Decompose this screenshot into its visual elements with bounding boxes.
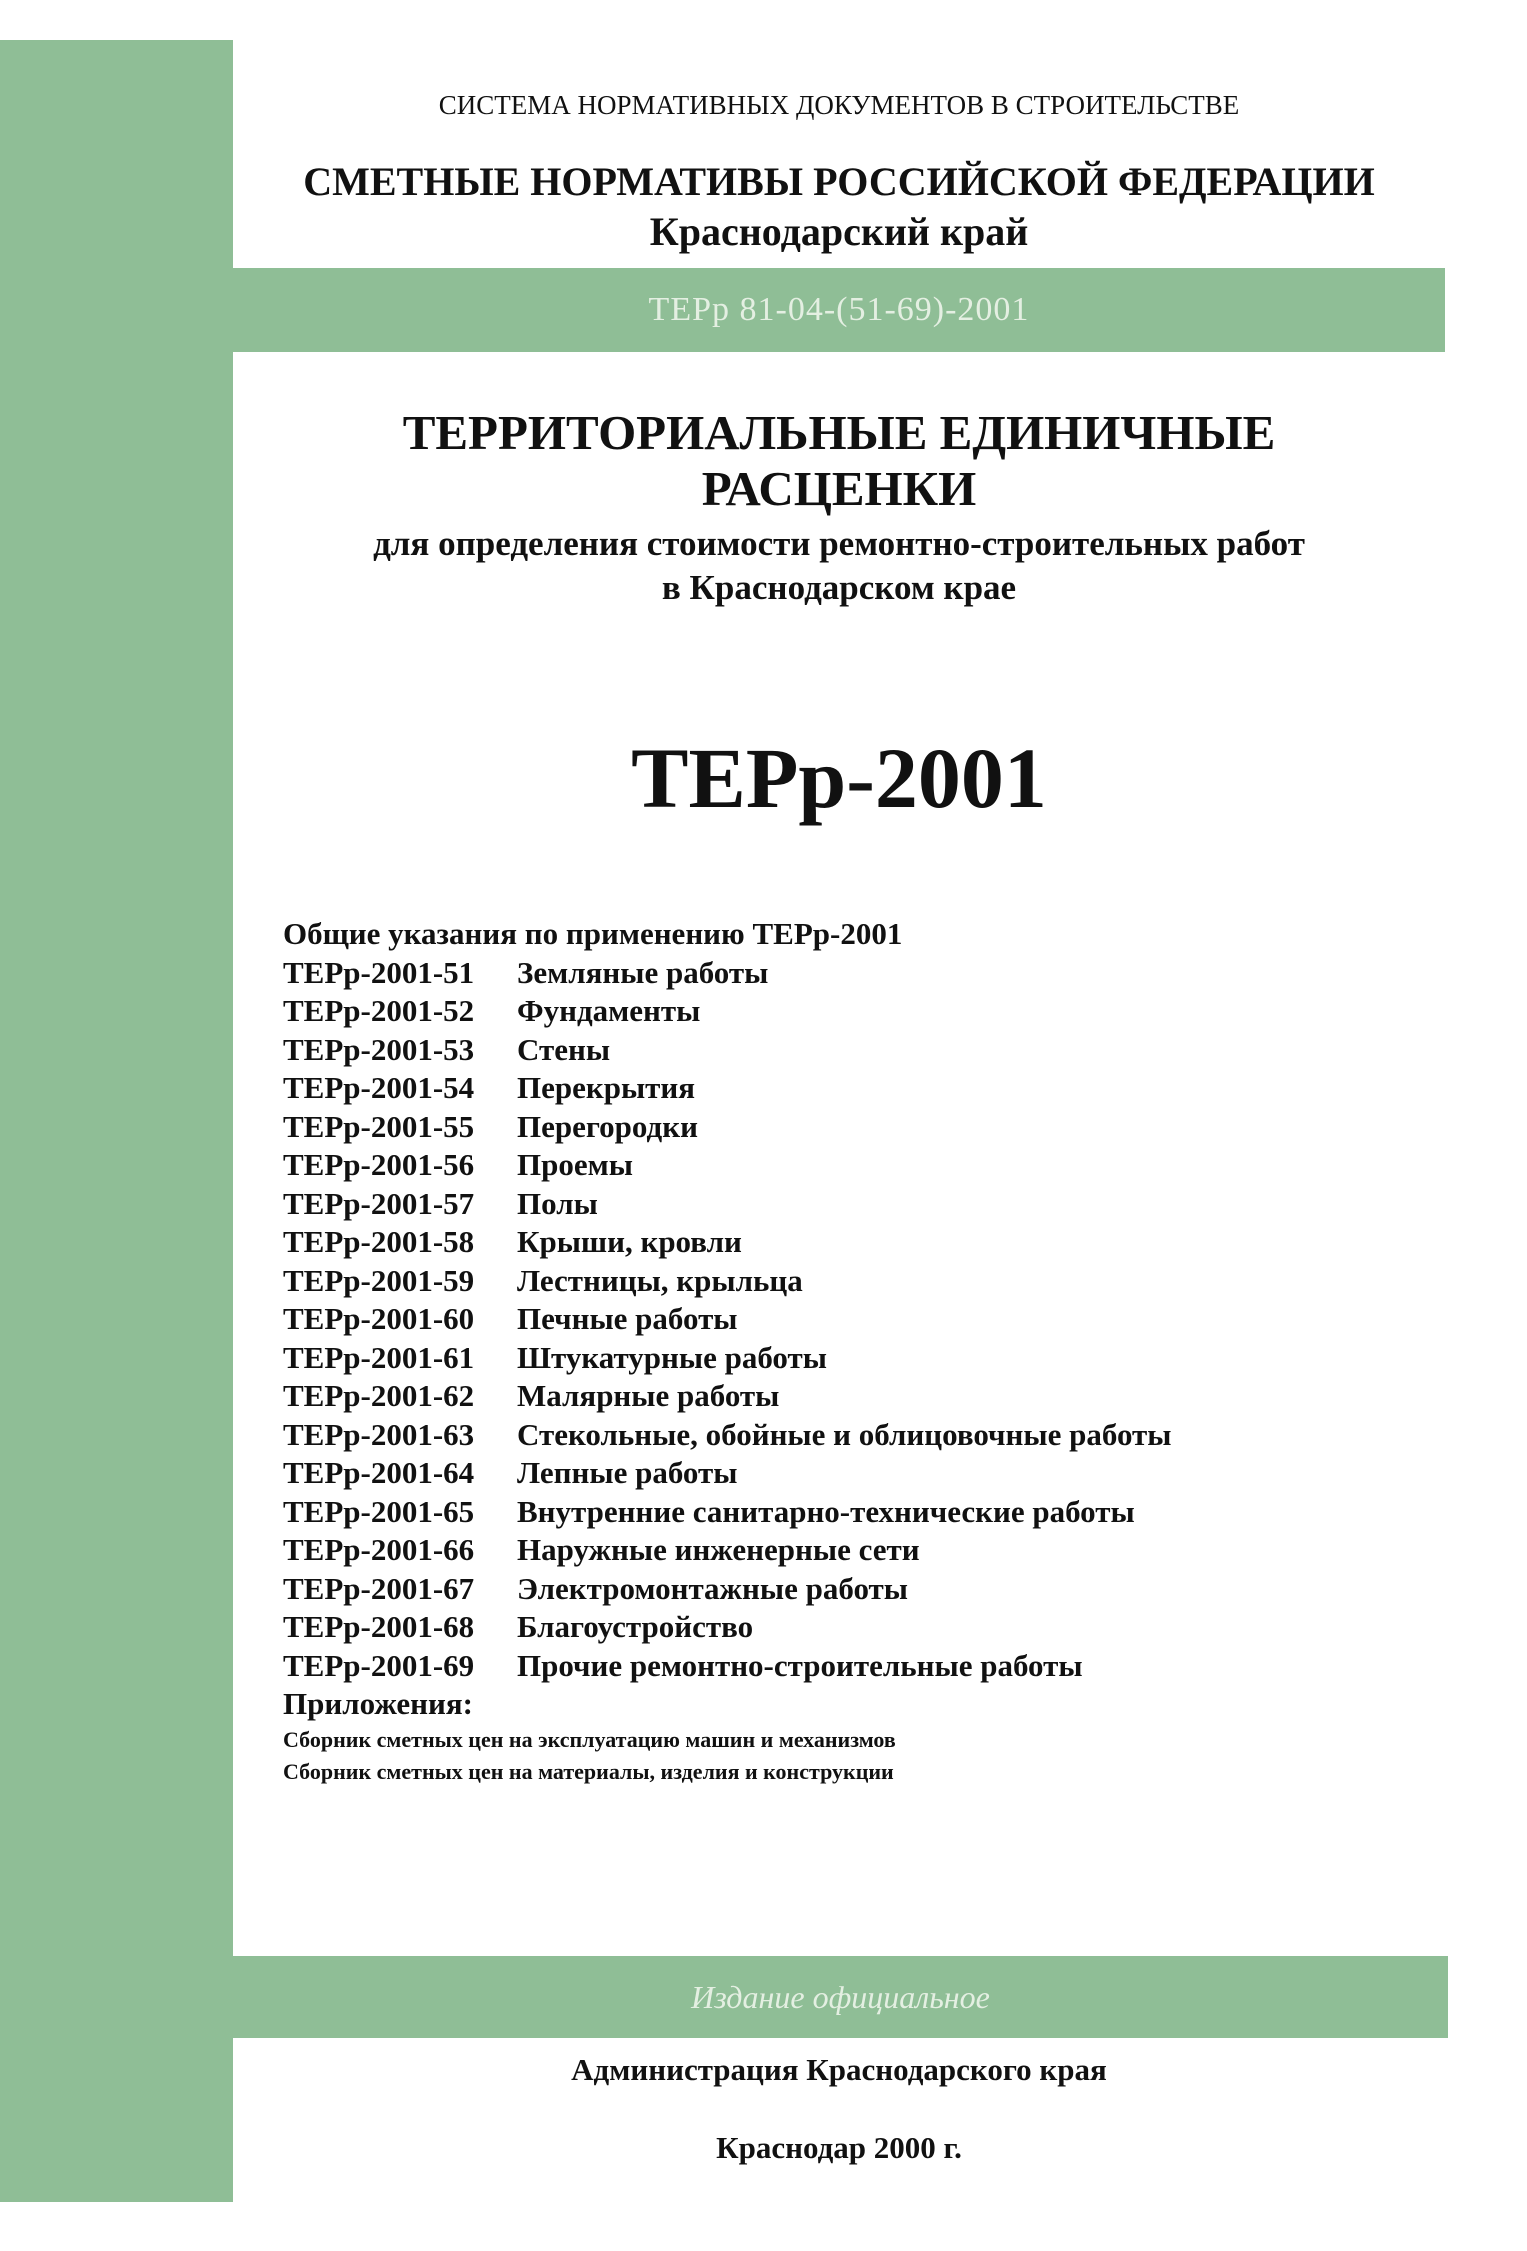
contents-item-title: Прочие ремонтно-строительные работы — [517, 1647, 1083, 1683]
contents-item-title: Перекрытия — [517, 1070, 696, 1105]
contents-item-code: ТЕРр-2001-61 — [283, 1339, 475, 1375]
contents-item-code: ТЕРр-2001-69 — [283, 1647, 475, 1683]
contents-item-code: ТЕРр-2001-64 — [283, 1455, 475, 1490]
system-title: СИСТЕМА НОРМАТИВНЫХ ДОКУМЕНТОВ В СТРОИТЕЛЬСТВЕ — [438, 90, 1240, 120]
official-edition-label: Издание официальное — [691, 1978, 990, 2015]
contents-item-title: Крыши, кровли — [517, 1224, 742, 1259]
contents-item-title: Лепные работы — [517, 1455, 738, 1490]
contents-item-title: Земляные работы — [517, 954, 769, 990]
main-title-line-2: РАСЦЕНКИ — [701, 461, 977, 516]
city-year: Краснодар 2000 г. — [716, 2130, 962, 2165]
contents-item-code: ТЕРр-2001-52 — [283, 993, 475, 1028]
document-code-band — [233, 268, 1445, 352]
contents-item — [283, 992, 1403, 1031]
contents-item — [283, 1185, 1403, 1224]
contents-item — [283, 1377, 1403, 1416]
contents-general: Общие указания по применению ТЕРр-2001 — [283, 916, 903, 951]
contents-item — [283, 1570, 1403, 1609]
contents-item-code: ТЕРр-2001-57 — [283, 1185, 475, 1221]
contents-item-title: Стекольные, обойные и облицовочные работы — [517, 1416, 1172, 1452]
contents-item-title: Лестницы, крыльца — [517, 1262, 803, 1298]
contents-item-code: ТЕРр-2001-51 — [283, 954, 475, 990]
contents-item-title: Фундаменты — [517, 993, 701, 1028]
contents-item — [283, 1416, 1403, 1455]
annex-item: Сборник сметных цен на эксплуатацию машин и механизмов — [283, 1726, 896, 1752]
big-document-code: ТЕРр-2001 — [631, 730, 1047, 826]
document-code: ТЕРр 81-04-(51-69)-2001 — [648, 291, 1030, 328]
contents-item-code: ТЕРр-2001-68 — [283, 1609, 475, 1644]
contents-item-title: Наружные инженерные сети — [517, 1532, 920, 1567]
annex-item: Сборник сметных цен на материалы, изделия и конструкции — [283, 1758, 894, 1784]
contents-item — [283, 1262, 1403, 1301]
contents-items — [283, 954, 1403, 1686]
contents-item-code: ТЕРр-2001-59 — [283, 1262, 475, 1298]
contents-item — [283, 1223, 1403, 1262]
contents-item-code: ТЕРр-2001-65 — [283, 1493, 475, 1529]
norms-title: СМЕТНЫЕ НОРМАТИВЫ РОССИЙСКОЙ ФЕДЕРАЦИИ — [303, 159, 1375, 204]
contents-item — [283, 1647, 1403, 1686]
contents-item-title: Перегородки — [517, 1108, 698, 1144]
annex-heading: Приложения: — [283, 1686, 473, 1721]
contents-item-code: ТЕРр-2001-66 — [283, 1532, 475, 1567]
left-green-bar — [0, 40, 233, 2202]
table-of-contents — [283, 915, 1403, 1788]
contents-item-code: ТЕРр-2001-63 — [283, 1416, 475, 1452]
contents-item-title: Печные работы — [517, 1301, 738, 1336]
contents-item — [283, 1454, 1403, 1493]
contents-item-title: Малярные работы — [517, 1378, 780, 1413]
contents-item-code: ТЕРр-2001-56 — [283, 1147, 475, 1182]
contents-item-title: Электромонтажные работы — [517, 1570, 908, 1606]
contents-item — [283, 1493, 1403, 1532]
contents-item-code: ТЕРр-2001-58 — [283, 1224, 475, 1259]
contents-item-code: ТЕРр-2001-53 — [283, 1031, 475, 1067]
annex-items — [283, 1724, 1403, 1788]
contents-item-title: Полы — [517, 1185, 598, 1221]
contents-item-code: ТЕРр-2001-55 — [283, 1108, 475, 1144]
publisher: Администрация Краснодарского края — [571, 2052, 1107, 2087]
contents-item — [283, 1608, 1403, 1647]
contents-item — [283, 1146, 1403, 1185]
main-title-line-1: ТЕРРИТОРИАЛЬНЫЕ ЕДИНИЧНЫЕ — [402, 405, 1276, 460]
contents-item — [283, 1531, 1403, 1570]
subtitle-line-2: в Краснодарском крае — [661, 568, 1017, 607]
contents-item — [283, 1108, 1403, 1147]
contents-item-title: Штукатурные работы — [517, 1339, 827, 1375]
official-edition-band — [233, 1956, 1448, 2038]
contents-item-title: Благоустройство — [517, 1609, 754, 1644]
contents-item — [283, 1031, 1403, 1070]
contents-item — [283, 954, 1403, 993]
contents-item-code: ТЕРр-2001-67 — [283, 1570, 475, 1606]
contents-item — [283, 1300, 1403, 1339]
subtitle-line-1: для определения стоимости ремонтно-строительных работ — [373, 524, 1305, 563]
region-title: Краснодарский край — [649, 209, 1029, 254]
contents-item — [283, 1069, 1403, 1108]
contents-item-code: ТЕРр-2001-60 — [283, 1301, 475, 1336]
contents-item-title: Стены — [517, 1031, 611, 1067]
contents-item — [283, 1339, 1403, 1378]
contents-item-code: ТЕРр-2001-54 — [283, 1070, 475, 1105]
contents-item-code: ТЕРр-2001-62 — [283, 1378, 475, 1413]
contents-item-title: Проемы — [517, 1147, 633, 1182]
contents-item-title: Внутренние санитарно-технические работы — [517, 1493, 1135, 1529]
